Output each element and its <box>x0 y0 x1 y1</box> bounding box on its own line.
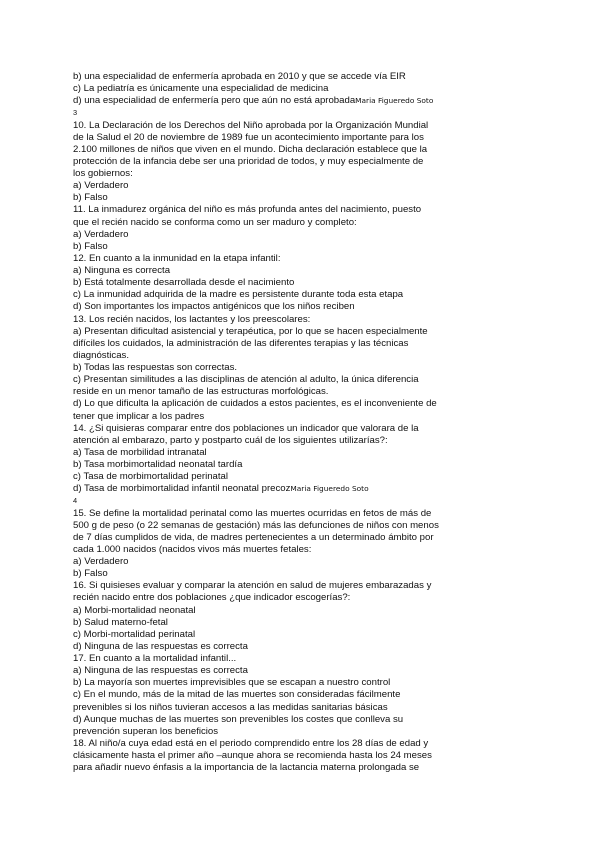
text-line: d) Son importantes los impactos antigénicos que los niños reciben <box>73 301 355 313</box>
text-line: 14. ¿Si quisieras comparar entre dos poblaciones un indicador que valorara de la <box>73 422 419 434</box>
text-line: b) una especialidad de enfermería aprobada en 2010 y que se accede vía EIR <box>73 71 406 82</box>
text-line: c) Presentan similitudes a las disciplinas de atención al adulto, la única diferencia <box>73 374 419 386</box>
text-line: de la Salud el 20 de noviembre de 1989 fue un acontecimiento importante para los <box>73 131 424 143</box>
text-line: b) Falso <box>73 240 108 252</box>
text-line: clásicamente hasta el primer año –aunque ahora se recomienda hasta los 24 meses <box>73 750 432 761</box>
text-line: diagnósticas. <box>73 349 129 361</box>
text-line: c) Morbi-mortalidad perinatal <box>73 628 196 640</box>
text-line: prevención superan los beneficios <box>73 725 219 737</box>
text-line: c) La inmunidad adquirida de la madre es persistente durante toda esta etapa <box>73 289 404 301</box>
text-line: difíciles los cuidados, la administración de las diferentes terapias y las técnicas <box>73 337 409 349</box>
text-line: reside en un menor tamaño de las estructuras morfológicas. <box>73 386 329 398</box>
text-line: recién nacido entre dos poblaciones ¿que indicador escogerías?: <box>73 592 351 604</box>
text-line: a) Morbi-mortalidad neonatal <box>73 604 196 616</box>
text-line: 16. Si quisieses evaluar y comparar la atención en salud de mujeres embarazadas y <box>73 580 432 592</box>
page-number: 3 <box>73 108 78 118</box>
text-line-with-signature <box>73 483 543 495</box>
text-line: 11. La inmadurez orgánica del niño es más profunda antes del nacimiento, puesto <box>73 204 422 216</box>
text-line: cada 1.000 nacidos (nacidos vivos más muertes fetales: <box>73 543 312 555</box>
text-line: atención al embarazo, parto y postparto cuál de los siguientes utilizarías?: <box>73 434 388 446</box>
text-line-content: d) una especialidad de enfermería pero que aún no está aprobada <box>73 95 356 107</box>
text-line-with-signature <box>73 95 543 107</box>
text-line: protección de la infancia debe ser una prioridad de todos, y muy especialmente de <box>73 155 424 167</box>
text-line-content: d) Tasa de morbimortalidad infantil neonatal precoz <box>73 483 291 495</box>
text-line: 17. En cuanto a la mortalidad infantil... <box>73 653 237 664</box>
text-line: d) Aunque muchas de las muertes son prevenibles los costes que conlleva su <box>73 713 404 725</box>
text-line: 18. Al niño/a cuya edad está en el periodo comprendido entre los 28 días de edad y <box>73 737 429 749</box>
author-signature: Maria Figueredo Soto <box>290 484 369 494</box>
text-line: 13. Los recién nacidos, los lactantes y los preescolares: <box>73 313 311 325</box>
text-line: c) La pediatría es únicamente una especialidad de medicina <box>73 83 329 95</box>
text-line: b) Tasa morbimortalidad neonatal tardía <box>73 459 243 470</box>
text-line: 15. Se define la mortalidad perinatal como las muertes ocurridas en fetos de más de <box>73 507 432 519</box>
text-line: b) Está totalmente desarrollada desde el nacimiento <box>73 277 295 289</box>
text-line: 12. En cuanto a la inmunidad en la etapa infantil: <box>73 252 281 264</box>
text-line: b) Todas las respuestas son correctas. <box>73 362 238 373</box>
text-line: a) Verdadero <box>73 556 129 567</box>
text-line: b) La mayoría son muertes imprevisibles que se escapan a nuestro control <box>73 677 391 689</box>
text-line: de 7 días cumplidos de vida, de madres pertenecientes a un determinado ámbito por <box>73 531 434 543</box>
text-line: a) Ninguna de las respuestas es correcta <box>73 665 248 677</box>
text-line: prevenibles si los niños tuvieran accesos a las medidas sanitarias básicas <box>73 701 388 713</box>
text-line: d) Ninguna de las respuestas es correcta <box>73 640 248 652</box>
text-line: tener que implicar a los padres <box>73 410 205 422</box>
text-line: 500 g de peso (o 22 semanas de gestación) más las defunciones de niños con menos <box>73 519 439 531</box>
text-line: a) Presentan dificultad asistencial y terapéutica, por lo que se hacen especialmente <box>73 325 428 337</box>
text-line: a) Tasa de morbilidad intranatal <box>73 446 207 458</box>
document-body <box>73 71 543 774</box>
text-line: los gobiernos: <box>73 168 133 179</box>
text-line: 2.100 millones de niños que viven en el mundo. Dicha declaración establece que la <box>73 143 428 155</box>
text-line: d) Lo que dificulta la aplicación de cuidados a estos pacientes, es el inconveniente de <box>73 398 437 410</box>
author-signature: Maria Figueredo Soto <box>355 96 434 106</box>
text-line: a) Verdadero <box>73 180 129 192</box>
text-line: b) Falso <box>73 568 108 580</box>
text-line: c) En el mundo, más de la mitad de las muertes son consideradas fácilmente <box>73 689 401 701</box>
text-line: 10. La Declaración de los Derechos del Niño aprobada por la Organización Mundial <box>73 119 429 131</box>
text-line: a) Verdadero <box>73 228 129 240</box>
text-line: a) Ninguna es correcta <box>73 265 171 276</box>
page-number: 4 <box>73 496 78 506</box>
text-line: para añadir nuevo énfasis a la importancia de la lactancia materna prolongada se <box>73 762 420 774</box>
text-line: b) Falso <box>73 192 108 204</box>
text-line: que el recién nacido se conforma como un ser maduro y completo: <box>73 216 357 228</box>
text-line: c) Tasa de morbimortalidad perinatal <box>73 471 228 483</box>
text-line: b) Salud materno-fetal <box>73 616 168 628</box>
